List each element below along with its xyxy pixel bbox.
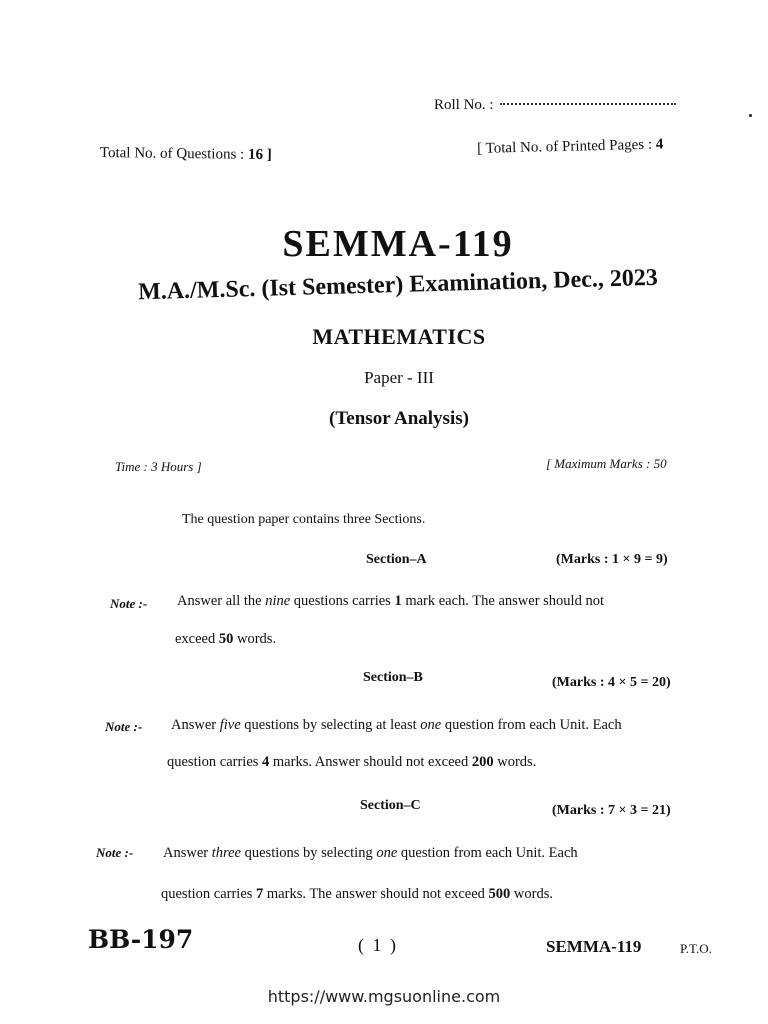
text-run-italic: one [420,717,442,733]
intro-text: The question paper contains three Sections. [182,512,426,527]
section-c-note-label: Note :- [96,845,134,860]
section-b-marks: (Marks : 4 × 5 = 20) [552,675,671,690]
text-run: marks. The answer should not exceed [263,886,489,902]
text-run: questions by selecting [241,845,377,861]
total-pages-label: [ Total No. of Printed Pages : [477,136,653,157]
booklet-code: BB-197 [88,925,194,954]
paper-topic: (Tensor Analysis) [329,408,469,429]
section-c-title: Section–C [360,798,421,813]
section-c-note-line-1 [163,845,578,862]
text-run-bold: 4 [262,754,270,770]
text-run: questions carries [290,593,395,609]
source-url[interactable]: https://www.mgsuonline.com [267,987,501,1006]
section-c-marks: (Marks : 7 × 3 = 21) [552,803,671,818]
text-run-italic: five [219,717,241,733]
stray-mark [749,114,752,117]
paper-code-title: SEMMA-119 [282,223,514,265]
total-questions-label: Total No. of Questions : [99,145,245,163]
text-run-bold: 7 [256,886,264,902]
section-a-note-label: Note :- [110,596,148,611]
text-run: question from each Unit. Each [397,845,578,861]
text-run: words. [493,754,537,770]
section-b-title: Section–B [363,670,423,685]
text-run: words. [510,886,553,902]
section-b-note-label: Note :- [105,719,143,734]
paper-number: Paper - III [364,368,434,387]
please-turn-over: P.T.O. [680,941,712,956]
roll-number-field [434,97,676,114]
maximum-marks: [ Maximum Marks : 50 [546,456,667,471]
text-run: question carries [161,886,257,902]
text-run-bold: 1 [394,593,402,609]
text-run: mark each. The answer should not [401,593,604,609]
total-questions [100,145,272,164]
section-a-note-line-1 [177,593,604,610]
text-run: Answer all the [177,593,266,609]
text-run: questions by selecting at least [240,717,421,733]
section-b-note-line-1 [171,717,622,734]
total-pages [477,136,664,158]
subject-title: MATHEMATICS [312,324,486,349]
text-run: words. [233,631,277,647]
text-run-bold: 500 [488,886,511,902]
text-run-italic: nine [265,593,291,609]
roll-number-blank [500,103,676,105]
page-number: ( 1 ) [358,935,398,955]
text-run-italic: one [376,845,398,861]
section-c-note-line-2 [161,886,553,903]
text-run: exceed [175,631,219,647]
footer-paper-code: SEMMA-119 [546,937,642,956]
exam-title: M.A./M.Sc. (Ist Semester) Examination, Dec., 2023 [137,264,659,306]
section-a-marks: (Marks : 1 × 9 = 9) [556,552,668,567]
text-run: marks. Answer should not exceed [269,754,472,770]
text-run-bold: 200 [471,754,494,770]
text-run: Answer [163,845,212,861]
text-run: question from each Unit. Each [441,717,622,733]
text-run-italic: three [211,845,241,861]
total-pages-value: 4 [655,136,664,153]
section-b-note-line-2 [167,754,536,771]
text-run: question carries [167,754,263,770]
section-a-note-line-2 [175,631,276,648]
section-a-title: Section–A [366,552,427,567]
roll-number-label: Roll No. : [434,97,494,113]
time-allowed: Time : 3 Hours ] [115,459,202,474]
text-run: Answer [171,717,220,733]
total-questions-value: 16 ] [247,146,272,164]
text-run-bold: 50 [218,631,234,647]
